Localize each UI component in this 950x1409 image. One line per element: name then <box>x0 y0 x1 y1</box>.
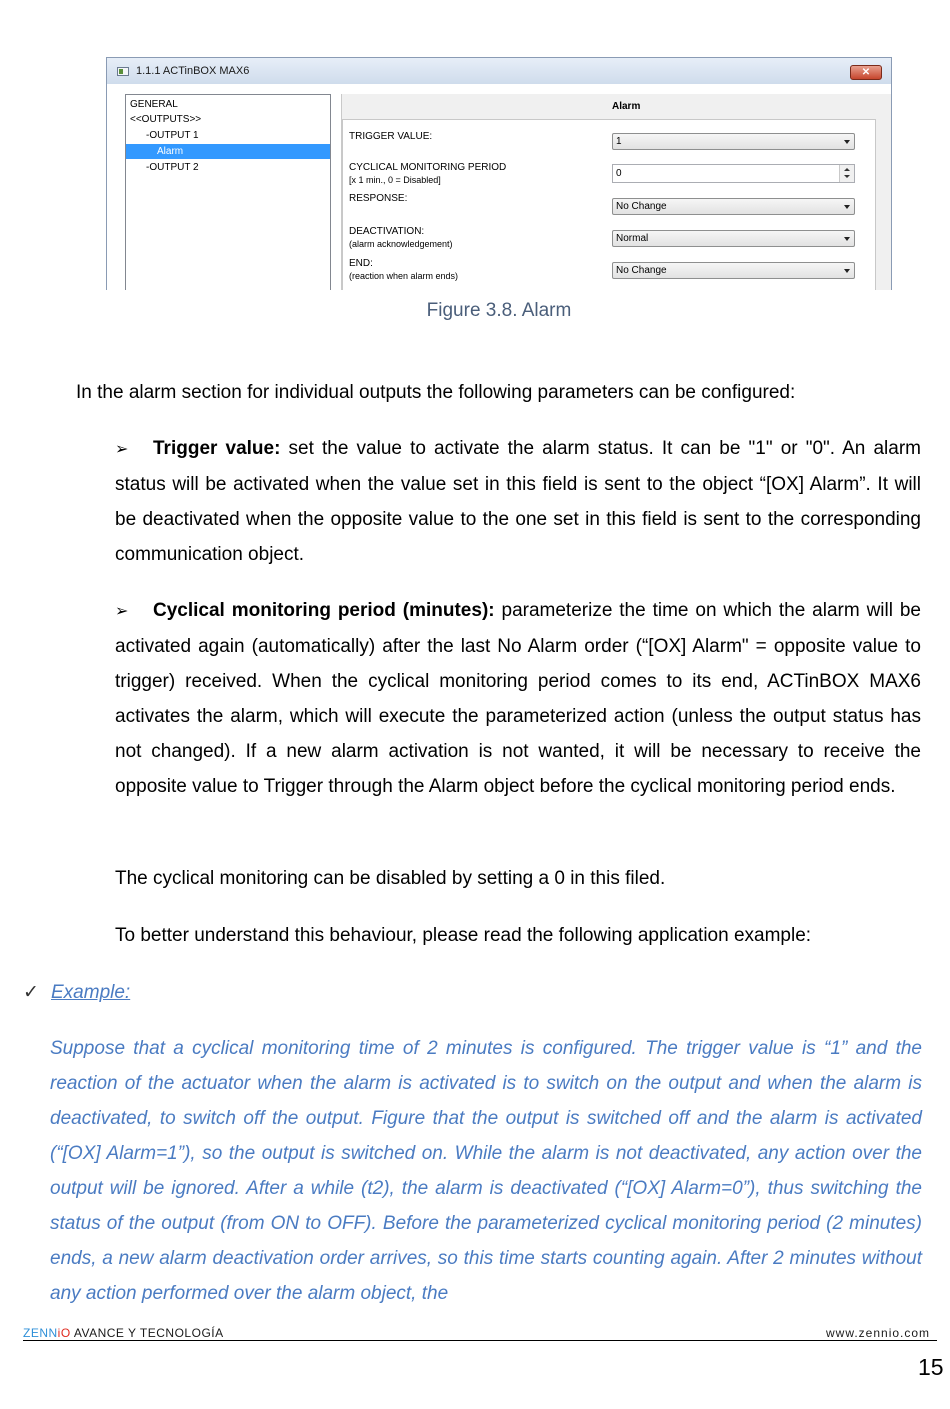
example-paragraph: Suppose that a cyclical monitoring time of 2 minutes is configured. The trigger value is “1” and the reaction of the actuator when the alarm is activated is to switch on the output and when the alarm is deactivated, to switch off the output. Figure that the output is switched off and the alarm is activated (“[OX] Alarm=1”), so the output is switched on. While the alarm is not deactivated, any action over the output will be ignored. After a while (t2), the alarm is deactivated (“[OX] Alarm=0”), thus switching the status of the output (from ON to OFF). Before the parameterized cyclical monitoring period (2 minutes) ends, a new alarm deactivation order arrives, so this time starts counting again. After 2 minutes without any action performed over the alarm object, the <box>50 1038 922 1304</box>
parameter-tree <box>125 94 331 290</box>
end-label: END: (reaction when alarm ends) <box>349 258 459 281</box>
bullet-arrow-icon: ➢ <box>115 603 129 620</box>
bullet-cyclical-monitoring <box>115 593 921 804</box>
understand-paragraph: To better understand this behaviour, please read the following application example: <box>115 925 812 946</box>
trigger-value-combo[interactable]: 1 <box>612 133 855 150</box>
footer-divider <box>23 1340 937 1341</box>
checkmark-icon: ✓ <box>23 982 39 1003</box>
trigger-value-label: TRIGGER VALUE: <box>349 131 433 142</box>
intro-paragraph: In the alarm section for individual outputs the following parameters can be configured: <box>76 382 796 403</box>
response-combo[interactable]: No Change <box>612 198 855 215</box>
panel-title: Alarm <box>612 101 641 112</box>
spin-icon[interactable] <box>839 165 854 182</box>
tree-item-output-2[interactable]: -OUTPUT 2 <box>146 162 199 173</box>
end-combo[interactable]: No Change <box>612 262 855 279</box>
footer-brand: ZENNiO AVANCE Y TECNOLOGÍA <box>23 1326 224 1340</box>
parameter-panel <box>341 94 892 290</box>
bullet-arrow-icon: ➢ <box>115 441 129 458</box>
figure-caption: Figure 3.8. Alarm <box>426 300 572 321</box>
disable-paragraph: The cyclical monitoring can be disabled by setting a 0 in this filed. <box>115 868 666 889</box>
bullet-term: Cyclical monitoring period (minutes): <box>153 600 495 621</box>
combo-arrow-icon <box>844 205 850 209</box>
tree-item-alarm[interactable]: Alarm <box>126 144 330 159</box>
tree-item-general[interactable]: GENERAL <box>130 99 178 110</box>
tree-item-outputs[interactable]: <<OUTPUTS>> <box>130 114 202 125</box>
combo-arrow-icon <box>844 237 850 241</box>
bullet-trigger-value <box>115 431 921 572</box>
cyclical-period-spinbox[interactable]: 0 <box>612 164 855 183</box>
close-icon[interactable]: ✕ <box>850 65 882 80</box>
window-title: 1.1.1 ACTinBOX MAX6 <box>136 65 250 77</box>
window-titlebar <box>107 58 891 84</box>
parameter-list <box>342 119 876 290</box>
example-heading: ✓ Example: <box>23 975 130 1010</box>
config-window-screenshot <box>106 57 892 290</box>
bullet-term: Trigger value: <box>153 438 281 459</box>
deactivation-label: DEACTIVATION: (alarm acknowledgement) <box>349 226 453 249</box>
app-icon <box>117 67 129 76</box>
bullet-text: set the value to activate the alarm status. It can be "1" or "0". An alarm status will be activated when the value set in this field is sent to the object “[OX] Alarm”. It will be deactivated when the opposite value to the one set in this field is sent to the corresponding communication object. <box>115 438 921 565</box>
combo-arrow-icon <box>844 140 850 144</box>
window-client-area <box>107 84 891 290</box>
page-number: 15 <box>918 1354 944 1380</box>
deactivation-combo[interactable]: Normal <box>612 230 855 247</box>
tree-item-output-1[interactable]: -OUTPUT 1 <box>146 130 199 141</box>
combo-arrow-icon <box>844 269 850 273</box>
response-label: RESPONSE: <box>349 193 408 204</box>
footer-url[interactable]: www.zennio.com <box>826 1326 931 1340</box>
bullet-text: parameterize the time on which the alarm will be activated again (automatically) after the last No Alarm order (“[OX] Alarm" = opposite value to trigger) received. When the cyclical monitoring period comes to its end, ACTinBOX MAX6 activates the alarm, which will execute the parameterized action (unless the output status has not changed). If a new alarm activation is not wanted, it will be necessary to receive the opposite value to Trigger through the Alarm object before the cyclical monitoring period ends. <box>115 600 922 797</box>
cyclical-period-label: CYCLICAL MONITORING PERIOD [x 1 min., 0 = Disabled] <box>349 162 507 185</box>
